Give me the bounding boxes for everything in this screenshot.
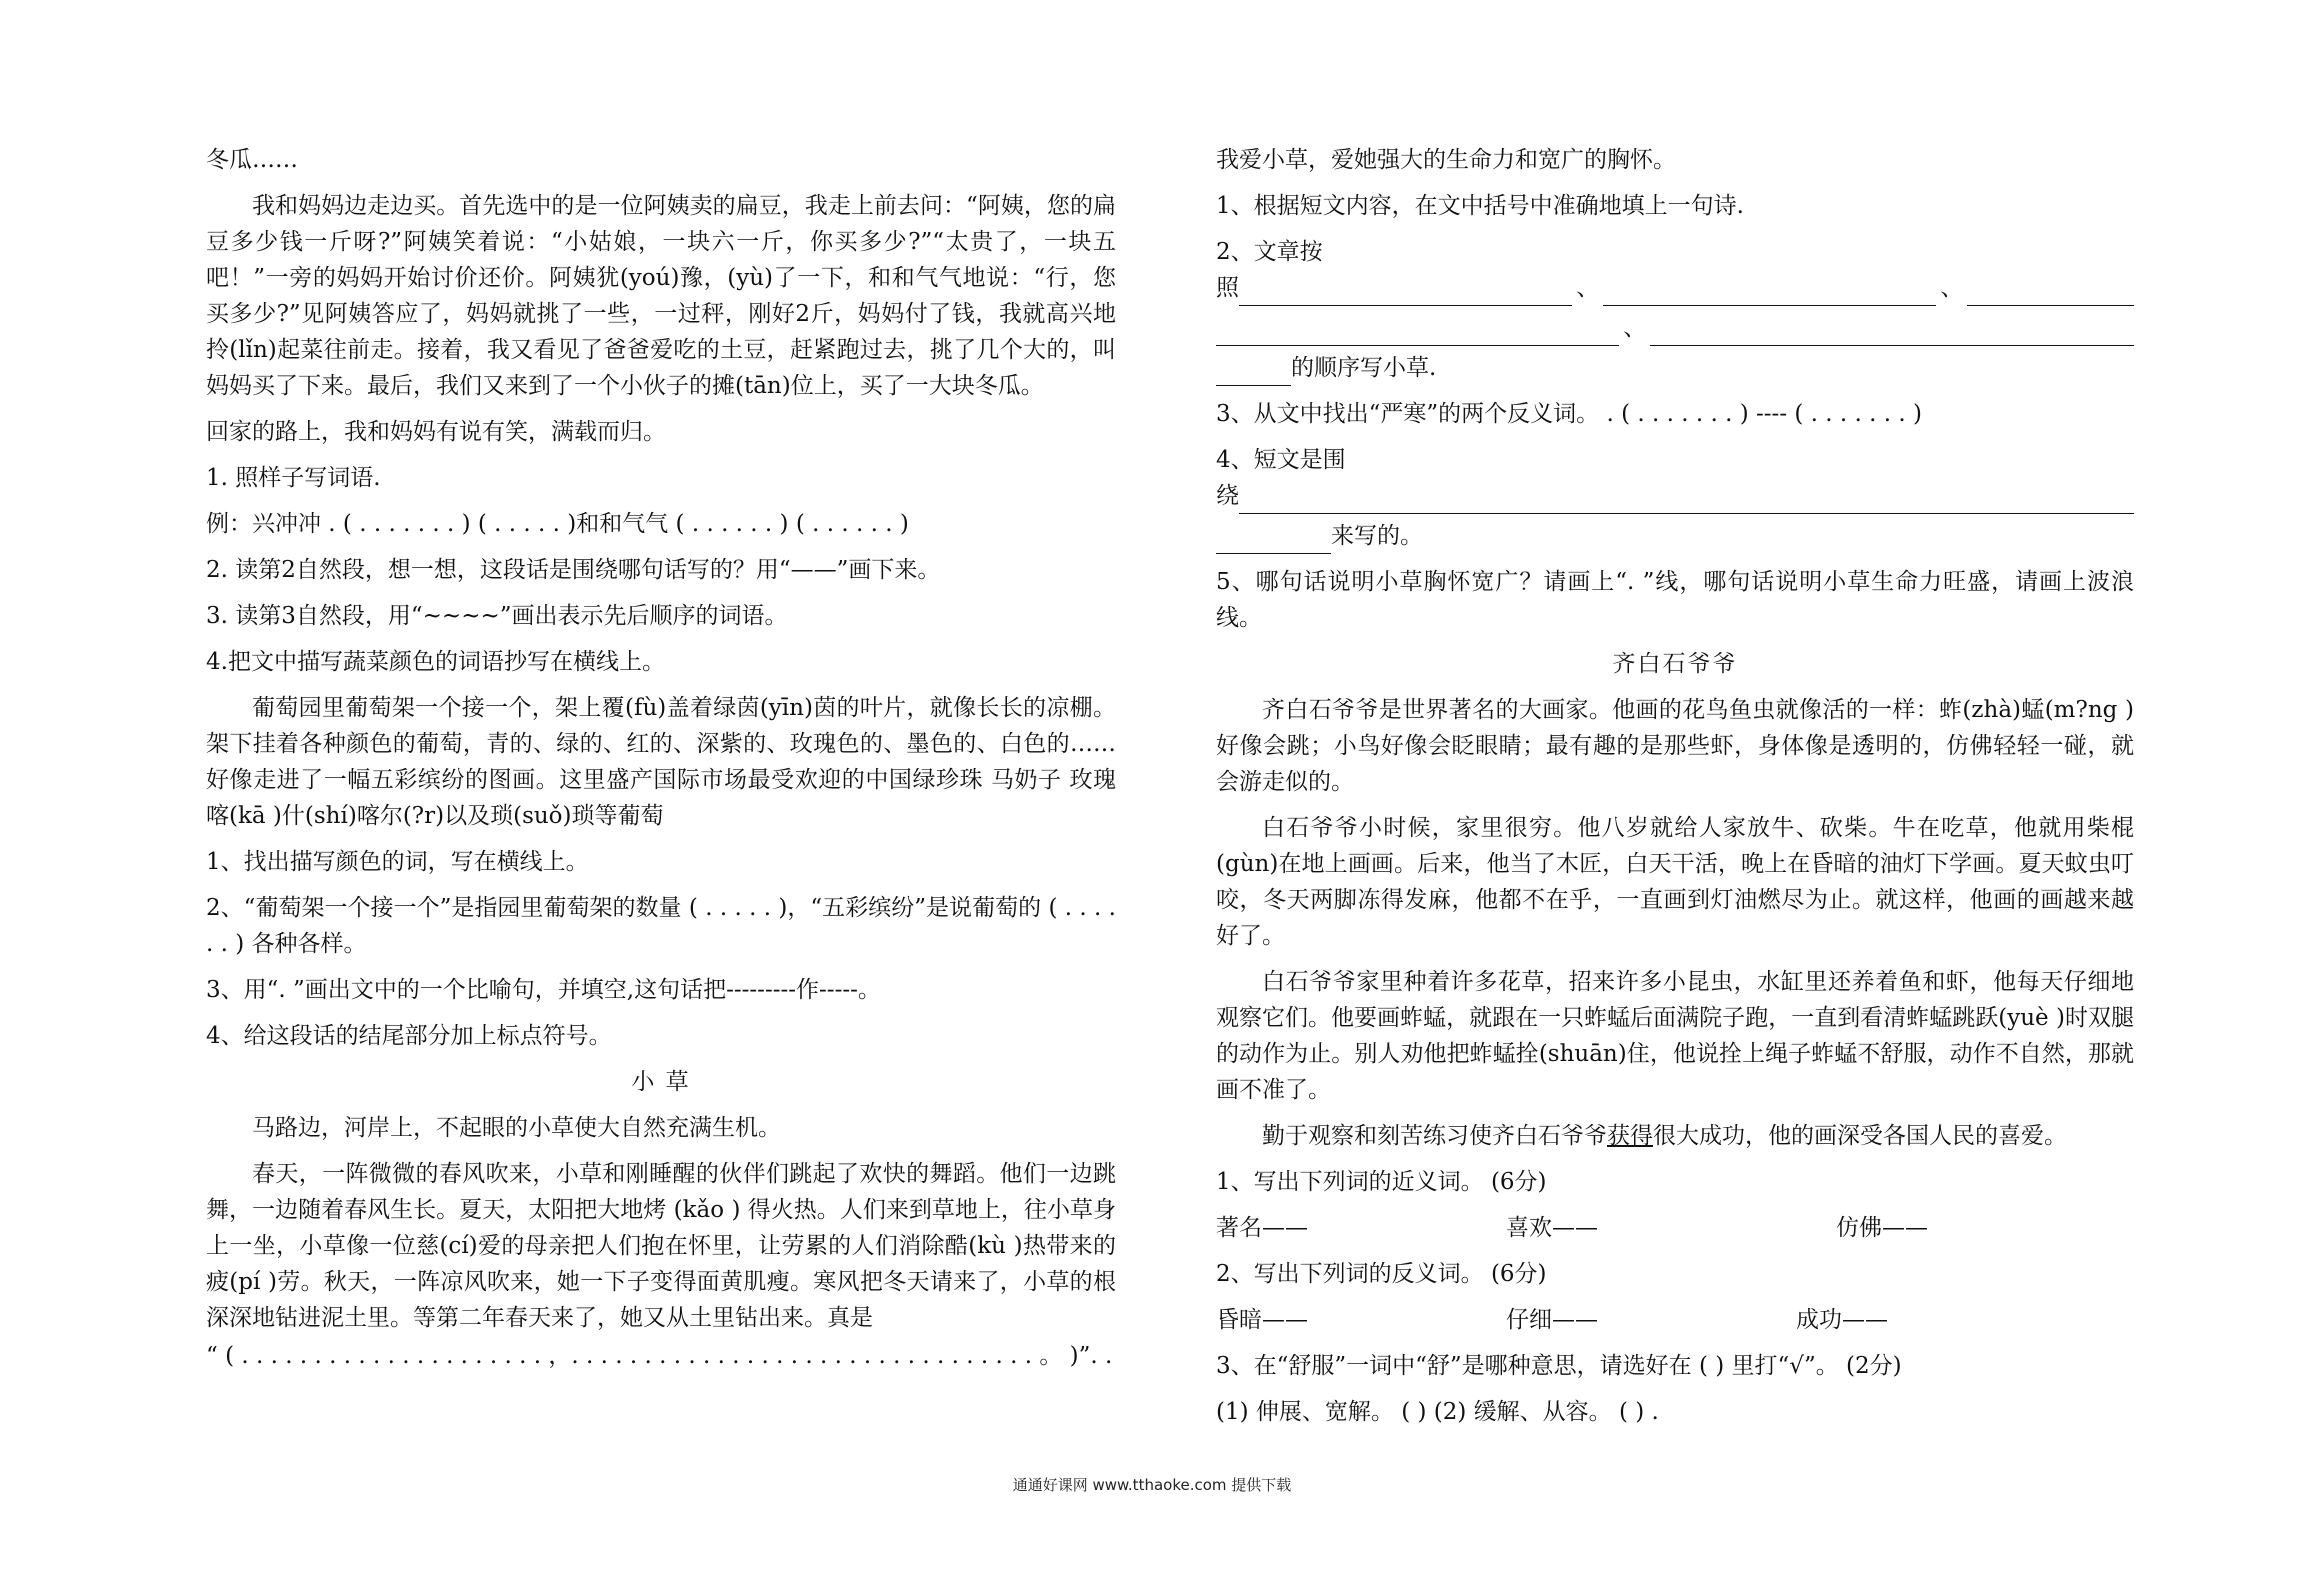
paragraph: 我爱小草，爱她强大的生命力和宽广的胸怀。: [1216, 147, 1676, 173]
question: 3、在“舒服”一词中“舒”是哪种意思，请选好在 ( ) 里打“√”。 (2分): [1216, 1353, 1902, 1379]
left-column: [206, 142, 1116, 1384]
question-label: 照: [1216, 275, 1239, 301]
paragraph: 白石爷爷家里种着许多花草，招来许多小昆虫，水缸里还养着鱼和虾，他每天仔细地观察它们。他要画蚱蜢，就跟在一只蚱蜢后面满院子跑，一直到看清蚱蜢跳跃(yuè )时双腿的动作为止。别人劝他把蚱蜢拴(shuān)住，他说拴上绳子蚱蜢不舒服，动作不自然，那就画不准了。: [1216, 969, 2134, 1103]
question: 1、找出描写颜色的词，写在横线上。: [206, 849, 589, 875]
word-prompt: 著名——: [1216, 1215, 1308, 1241]
answer-line: [1216, 359, 1291, 386]
section-title: 小 草: [631, 1069, 691, 1095]
section-title: 齐白石爷爷: [1612, 651, 1738, 677]
paragraph: 葡萄园里葡萄架一个接一个，架上覆(fù)盖着绿茵(yīn)茵的叶片，就像长长的凉棚。架下挂着各种颜色的葡萄，青的、绿的、红的、深紫的、玫瑰色的、墨色的、白色的……好像走进了一幅五彩缤纷的图画。这里盛产国际市场最受欢迎的中国绿珍珠 马奶子 玫瑰 喀(kā )什(shí)喀尔(?r)以及琐(suǒ)琐等葡萄: [206, 695, 1116, 829]
answer-line: [1216, 319, 1619, 346]
paragraph: 冬瓜……: [206, 147, 298, 173]
paragraph: 我和妈妈边走边买。首先选中的是一位阿姨卖的扁豆，我走上前去问：“阿姨，您的扁豆多少钱一斤呀?”阿姨笑着说：“小姑娘，一块六一斤，你买多少?”“太贵了，一块五吧！”一旁的妈妈开始讨价还价。阿姨犹(yoú)豫，(yù)了一下，和和气气地说：“行，您买多少?”见阿姨答应了，妈妈就挑了一些，一过秤，刚好2斤，妈妈付了钱，我就高兴地拎(lǐn)起菜往前走。接着，我又看见了爸爸爱吃的土豆，赶紧跑过去，挑了几个大的，叫妈妈买了下来。最后，我们又来到了一个小伙子的摊(tān)位上，买了一大块冬瓜。: [206, 193, 1116, 399]
answer-row: [1216, 1210, 2134, 1246]
question-4: [1216, 442, 2134, 554]
question-2: 2、文章按 照 、 、 、 的顺序写小草.: [1216, 234, 2134, 386]
word-prompt: 仔细——: [1506, 1307, 1598, 1333]
question: 4、给这段话的结尾部分加上标点符号。: [206, 1023, 612, 1049]
paragraph: 春天，一阵微微的春风吹来，小草和刚睡醒的伙伴们跳起了欢快的舞蹈。他们一边跳舞，一边随着春风生长。夏天，太阳把大地烤 (kǎo ) 得火热。人们来到草地上，往小草身上一坐，小草像一位慈(cí)爱的母亲把人们抱在怀里，让劳累的人们消除酷(kù )热带来的疲(pí )劳。秋天，一阵凉风吹来，她一下子变得面黄肌瘦。寒风把冬天请来了，小草的根深深地钻进泥土里。等第二年春天来了，她又从土里钻出来。真是: [206, 1161, 1116, 1331]
question: 1、根据短文内容，在文中括号中准确地填上一句诗.: [1216, 193, 1744, 219]
question: 2、写出下列词的反义词。 (6分): [1216, 1261, 1547, 1287]
question: 1. 照样子写词语.: [206, 465, 381, 491]
question: 1、写出下列词的近义词。 (6分): [1216, 1169, 1547, 1195]
text-span: 勤于观察和刻苦练习使齐白石爷爷: [1262, 1123, 1607, 1149]
paragraph: 白石爷爷小时候，家里很穷。他八岁就给人家放牛、砍柴。牛在吃草，他就用柴棍(gùn)在地上画画。后来，他当了木匠，白天干活，晚上在昏暗的油灯下学画。夏天蚊虫叮咬，冬天两脚冻得发麻，他都不在乎，一直画到灯油燃尽为止。就这样，他画的画越来越好了。: [1216, 815, 2134, 949]
paragraph: [1216, 1118, 2134, 1154]
question-label: 的顺序写小草.: [1291, 355, 1437, 381]
footer-credit: 通通好课网 www.tthaoke.com 提供下载: [1012, 1476, 1292, 1494]
word-prompt: 仿佛——: [1836, 1215, 1928, 1241]
paragraph: 齐白石爷爷是世界著名的大画家。他画的花鸟鱼虫就像活的一样：蚱(zhà)蜢(m?ng )好像会跳；小鸟好像会眨眼睛；最有趣的是那些虾，身体像是透明的，仿佛轻轻一碰，就会游走似的。: [1216, 697, 2134, 795]
text-span: 很大成功，他的画深受各国人民的喜爱。: [1653, 1123, 2067, 1149]
question: 2、“葡萄架一个接一个”是指园里葡萄架的数量 ( . . . . . )，“五彩缤纷”是说葡萄的 ( . . . . . . ) 各种各样。: [206, 895, 1116, 957]
answer-line: [1239, 279, 1572, 306]
question-options: (1) 伸展、宽解。 ( ) (2) 缓解、从容。 ( ) .: [1216, 1399, 1659, 1425]
question: 3、用“. ”画出文中的一个比喻句，并填空,这句话把---------作-----。: [206, 977, 881, 1003]
question: 3. 读第3自然段，用“~~~~”画出表示先后顺序的词语。: [206, 603, 788, 629]
question-example: 例：兴冲冲 . ( . . . . . . . ) ( . . . . . )和和气气 ( . . . . . . ) ( . . . . . . ): [206, 511, 909, 537]
underlined-word: 获得: [1607, 1123, 1653, 1149]
answer-line: [1603, 279, 1936, 306]
question-label: 来写的。: [1331, 523, 1423, 549]
paragraph: 马路边，河岸上，不起眼的小草使大自然充满生机。: [252, 1115, 781, 1141]
word-prompt: 昏暗——: [1216, 1307, 1308, 1333]
question: 3、从文中找出“严寒”的两个反义词。 . ( . . . . . . . ) ---- ( . . . . . . . ): [1216, 401, 1923, 427]
question: 5、哪句话说明小草胸怀宽广？请画上“. ”线，哪句话说明小草生命力旺盛，请画上波浪线。: [1216, 569, 2134, 631]
right-column: [1216, 142, 2134, 1440]
question-label: 4、短文是围: [1216, 447, 1346, 473]
answer-line: [1216, 527, 1331, 554]
question: 4.把文中描写蔬菜颜色的词语抄写在横线上。: [206, 649, 665, 675]
question-label: 绕: [1216, 483, 1239, 509]
question-label: 2、文章按: [1216, 239, 1323, 265]
paragraph: 回家的路上，我和妈妈有说有笑，满载而归。: [206, 419, 666, 445]
word-prompt: 喜欢——: [1506, 1215, 1598, 1241]
question: 2. 读第2自然段，想一想，这段话是围绕哪句话写的？用“——”画下来。: [206, 557, 941, 583]
answer-row: [1216, 1302, 2134, 1338]
answer-line: [1650, 319, 2134, 346]
fill-in-line: “ ( . . . . . . . . . . . . . . . . . . . . . ，. . . . . . . . . . . . . . . . . . . . . . . . . . . . . . . . 。 )”. .: [206, 1343, 1113, 1369]
word-prompt: 成功——: [1796, 1307, 1888, 1333]
answer-line: [1967, 279, 2134, 306]
answer-line: [1239, 487, 2134, 514]
